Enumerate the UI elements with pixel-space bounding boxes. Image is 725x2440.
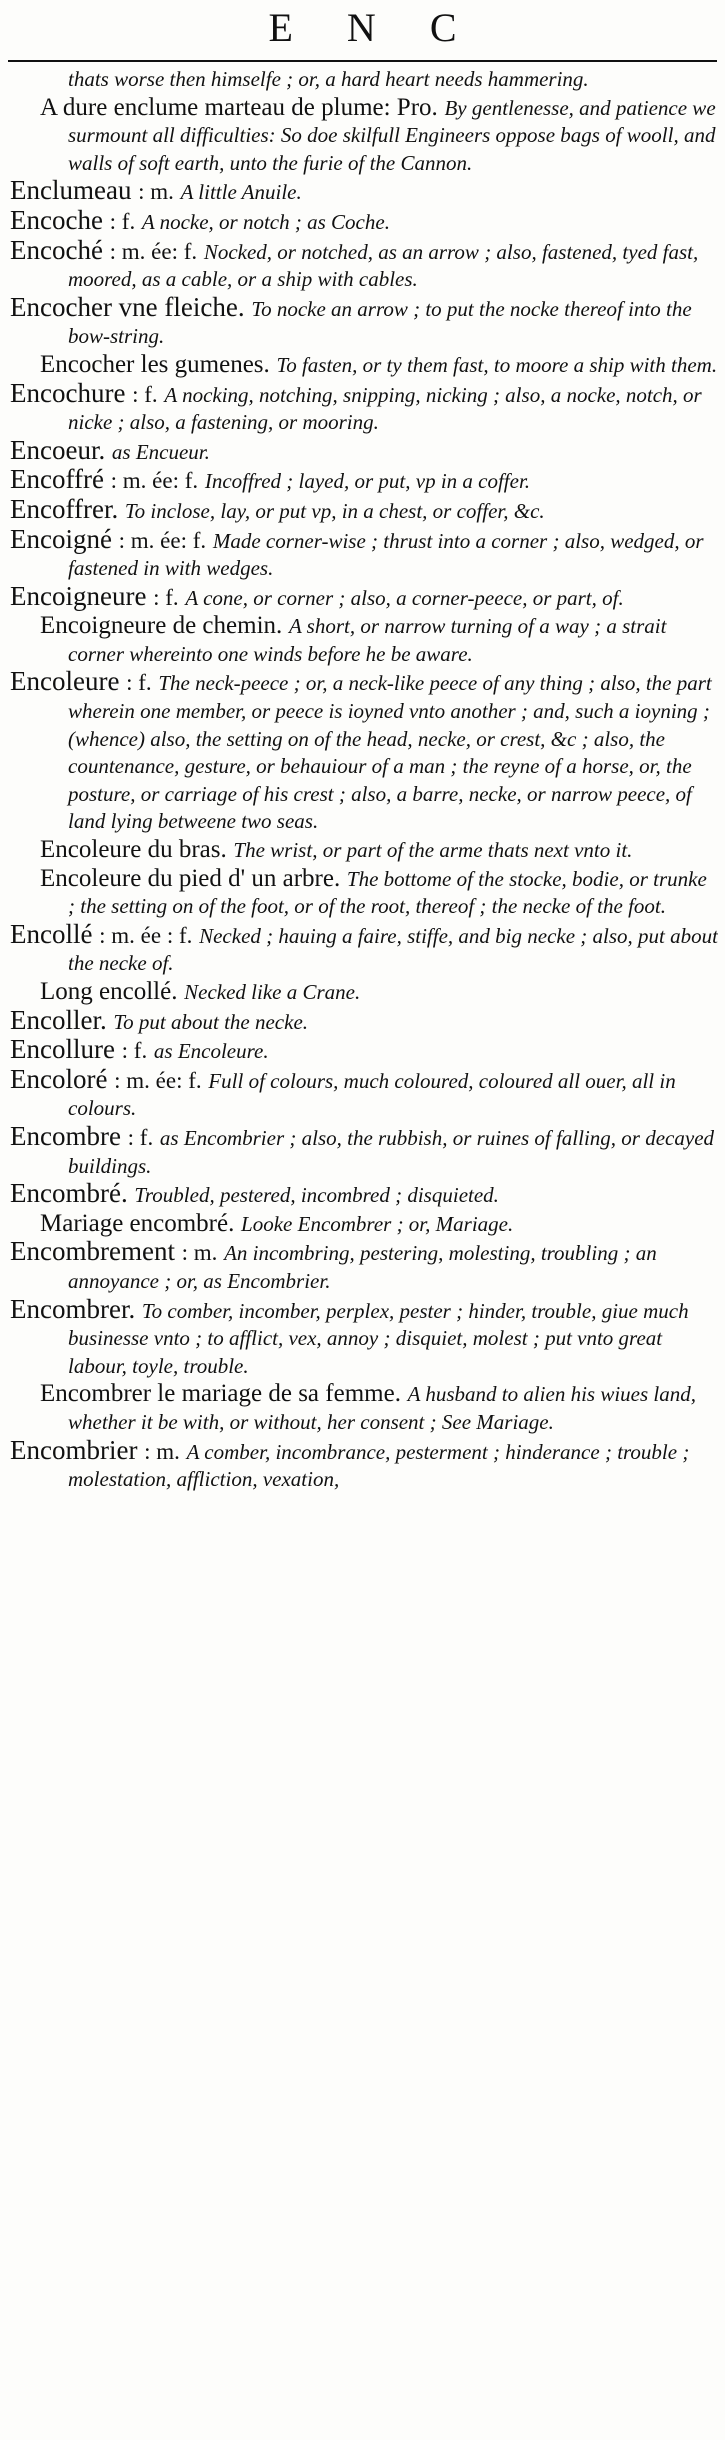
entry-definition: A little Anuile.: [180, 180, 302, 205]
entry-definition: A short, or narrow turning of a way ; a strait corner whereinto one winds before he be aware.: [68, 614, 667, 666]
entry-definition: Made corner-wise ; thrust into a corner ; also, wedged, or fastened in with wedges.: [68, 528, 704, 581]
entry-definition: Looke Encombrer ; or, Mariage.: [241, 1211, 514, 1236]
entry-headword: Encocher les gumenes.: [40, 350, 270, 378]
dictionary-entry: [10, 434, 718, 467]
entry-headword: Long encollé.: [40, 978, 178, 1005]
entry-headword: Encoigneure: [10, 580, 147, 611]
dictionary-entry: [10, 177, 718, 207]
dictionary-entry: [10, 466, 718, 496]
dictionary-entry: [10, 1434, 718, 1494]
entry-headword: Encombre: [10, 1120, 121, 1151]
entry-headword: Encombré.: [10, 1178, 128, 1209]
entry-definition: Incoffred ; layed, or put, vp in a coffer.: [204, 469, 531, 494]
dictionary-entry: [10, 1238, 718, 1295]
entry-headword: Encoigné: [10, 523, 112, 554]
dictionary-entry: [10, 64, 718, 94]
dictionary-entry: [10, 291, 718, 351]
entry-grammar-label: : m. ée: f.: [114, 1067, 202, 1093]
dictionary-entry: [10, 204, 718, 237]
entry-headword: Encoloré: [10, 1063, 108, 1094]
entry-headword: Encocher vne fleiche.: [10, 291, 245, 322]
entry-headword: Encoigneure de chemin.: [40, 612, 283, 640]
entry-headword: Encombrier: [10, 1434, 138, 1465]
dictionary-entry: [10, 1036, 718, 1066]
dictionary-entry: [10, 836, 718, 865]
entry-headword: Encombrer.: [10, 1293, 136, 1324]
entry-definition: thats worse then himselfe ; or, a hard heart needs hammering.: [68, 67, 589, 91]
entry-definition: The bottome of the stocke, bodie, or trunke ; the setting on of the foot, or of the root, thereof ; the necke of the foot.: [68, 866, 707, 919]
entry-headword: Encoffré: [10, 464, 104, 495]
entry-grammar-label: : f.: [132, 381, 158, 407]
entry-headword: Encoller.: [10, 1004, 107, 1035]
dictionary-entry: [10, 1004, 718, 1037]
entry-definition: To nocke an arrow ; to put the nocke thereof into the bow-string.: [68, 296, 692, 349]
entry-headword: Encoché: [10, 234, 103, 265]
entry-definition: as Encueur.: [111, 439, 210, 464]
entry-definition: Full of colours, much coloured, coloured all ouer, all in colours.: [68, 1068, 676, 1121]
entry-definition: A nocke, or notch ; as Coche.: [141, 209, 390, 234]
dictionary-entry: [10, 1120, 718, 1180]
entry-definition: By gentlenesse, and patience we surmount all difficulties: So doe skilfull Engineers oppose bags of wooll, and walls of soft earth, unto the furie of the Cannon.: [68, 95, 716, 175]
entry-definition: as Encoleure.: [153, 1039, 269, 1064]
entry-grammar-label: : m. ée : f.: [99, 922, 193, 948]
entry-definition: A cone, or corner ; also, a corner-peece, or part, of.: [185, 585, 624, 610]
entry-grammar-label: : m.: [144, 1438, 180, 1464]
entry-definition: To comber, incomber, perplex, pester ; hinder, trouble, giue much businesse vnto ; to afflict, vex, annoy ; disquiet, molest ; put vnto great labour, toyle, trouble.: [68, 1298, 689, 1378]
entry-headword: Encochure: [10, 377, 126, 408]
header-rule: [8, 60, 717, 62]
page-header: [0, 0, 725, 62]
entry-headword: A dure enclume marteau de plume: Pro.: [40, 93, 438, 121]
entry-headword: Encoleure: [10, 666, 120, 697]
entry-grammar-label: : f.: [153, 584, 179, 610]
dictionary-entry: [10, 351, 718, 380]
dictionary-entry: [10, 377, 718, 437]
dictionary-entry: [10, 94, 718, 178]
dictionary-entry: [10, 523, 718, 583]
dictionary-entry: [10, 918, 718, 978]
entry-grammar-label: : f.: [109, 208, 136, 234]
entry-grammar-label: : f.: [121, 1038, 148, 1064]
dictionary-entry: [10, 1063, 718, 1123]
entry-grammar-label: : m.: [181, 1240, 218, 1266]
entry-headword: Mariage encombré.: [40, 1209, 235, 1237]
entry-definition: Nocked, or notched, as an arrow ; also, fastened, tyed fast, moored, as a cable, or a ship with cables.: [68, 239, 699, 292]
dictionary-entry: [10, 1293, 718, 1381]
dictionary-entry: [10, 493, 718, 526]
entry-definition: The wrist, or part of the arme thats next vnto it.: [233, 838, 633, 863]
dictionary-entry: [10, 668, 718, 836]
dictionary-entry: [10, 978, 718, 1007]
entry-definition: A husband to alien his wiues land, whether it be with, or without, her consent ; See Mariage.: [68, 1382, 696, 1434]
entry-headword: Encoleure du bras.: [40, 836, 227, 864]
entry-headword: Enclumeau: [10, 175, 132, 206]
dictionary-entries: [10, 64, 718, 2440]
entry-definition: Troubled, pestered, incombred ; disquieted.: [134, 1183, 499, 1208]
page-title: E N C: [268, 5, 479, 50]
entry-definition: A nocking, notching, snipping, nicking ; also, a nocke, notch, or nicke ; also, a fastening, or mooring.: [68, 382, 702, 435]
entry-definition: An incombring, pestering, molesting, troubling ; an annoyance ; or, as Encombrier.: [68, 1241, 657, 1293]
entry-headword: Encoche: [10, 204, 103, 235]
dictionary-entry: [10, 1210, 718, 1239]
entry-definition: Necked like a Crane.: [184, 980, 361, 1004]
entry-headword: Encombrement: [10, 1236, 175, 1267]
entry-definition: as Encombrier ; also, the rubbish, or ruines of falling, or decayed buildings.: [68, 1125, 715, 1178]
dictionary-entry: [10, 580, 718, 613]
entry-headword: Encollé: [10, 918, 93, 949]
entry-grammar-label: : m.: [138, 179, 174, 205]
dictionary-entry: [10, 1180, 718, 1210]
entry-headword: Encoffrer.: [10, 493, 119, 524]
entry-definition: To put about the necke.: [113, 1009, 309, 1034]
entry-definition: To fasten, or ty them fast, to moore a ship with them.: [276, 352, 718, 377]
entry-definition: To inclose, lay, or put vp, in a chest, or coffer, &c.: [124, 498, 545, 523]
entry-grammar-label: : m. ée: f.: [109, 238, 198, 264]
entry-definition: The neck-peece ; or, a neck-like peece of any thing ; also, the part wherein one member, or peece is ioyned vnto another ; and, such a ioyning ; (whence) also, the setting on of the head, necke, or crest, &c ; also, the countenance, gesture, or behauiour of a man ; the reyne of a horse, or, the posture, or carriage of his crest ; also, a barre, necke, or narrow peece, of land lying betweene two seas.: [68, 671, 712, 834]
entry-grammar-label: : f.: [127, 1124, 154, 1150]
entry-headword: Encoeur.: [10, 434, 106, 465]
entry-headword: Encoleure du pied d' un arbre.: [40, 864, 341, 892]
dictionary-entry: [10, 234, 718, 294]
entry-grammar-label: : m. ée: f.: [110, 468, 199, 494]
entry-definition: A comber, incombrance, pesterment ; hinderance ; trouble ; molestation, affliction, vexation,: [68, 1439, 690, 1492]
entry-definition: Necked ; hauing a faire, stiffe, and big necke ; also, put about the necke of.: [68, 923, 718, 976]
dictionary-entry: [10, 1380, 718, 1436]
dictionary-entry: [10, 612, 718, 668]
entry-grammar-label: : m. ée: f.: [118, 527, 207, 553]
entry-headword: Encollure: [10, 1034, 115, 1065]
dictionary-entry: [10, 865, 718, 921]
entry-grammar-label: : f.: [126, 670, 152, 696]
entry-headword: Encombrer le mariage de sa femme.: [40, 1380, 401, 1408]
